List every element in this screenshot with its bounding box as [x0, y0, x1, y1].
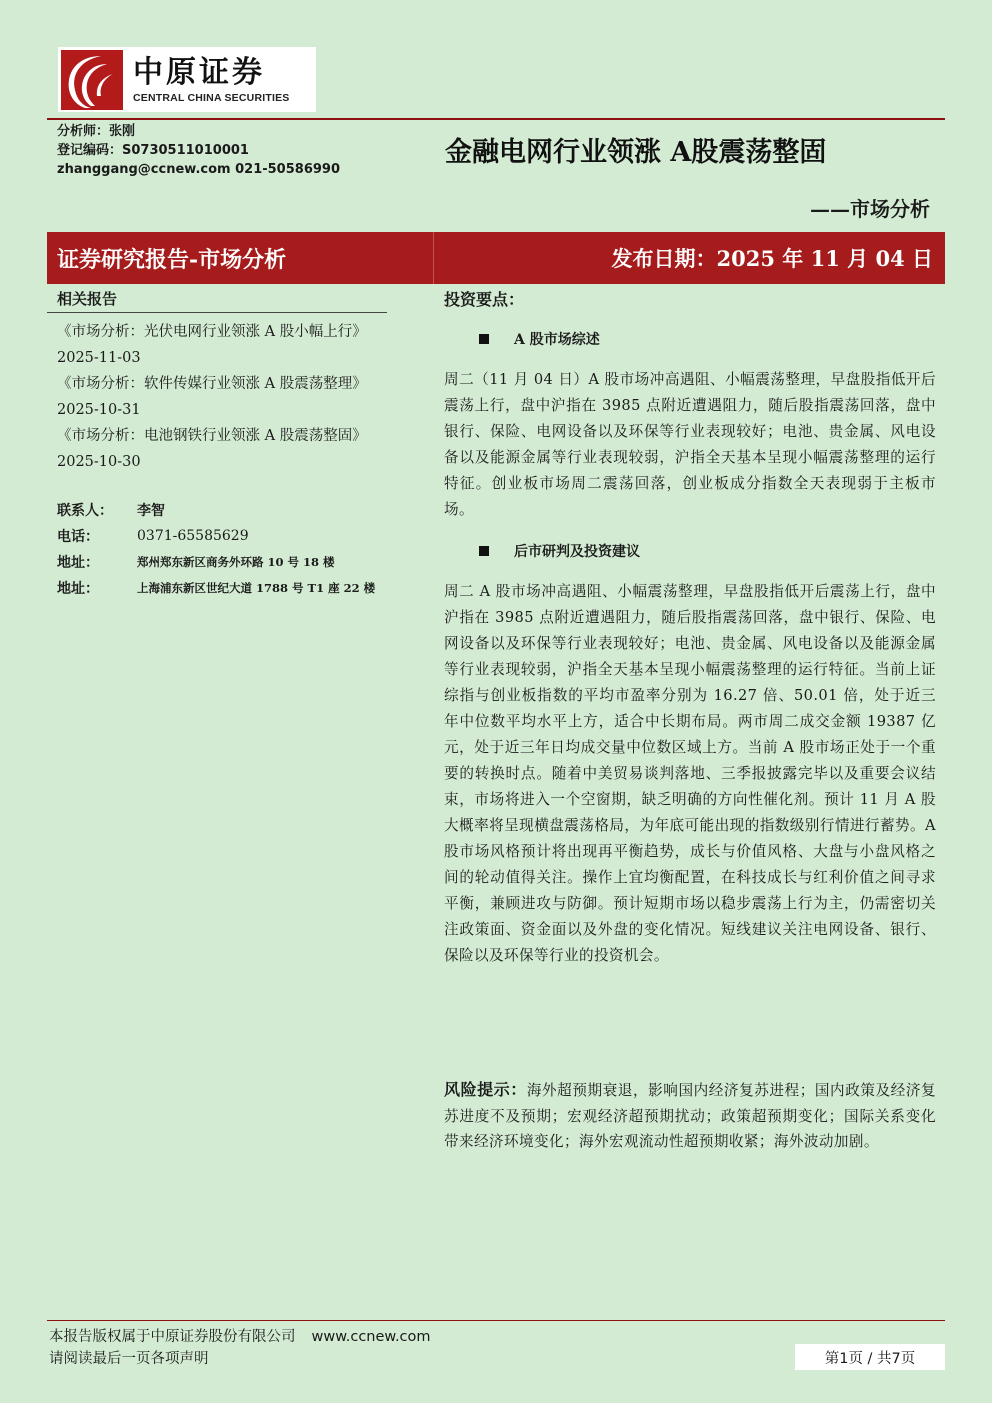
website-link[interactable]: www.ccnew.com	[311, 1329, 431, 1345]
section-heading-market-review	[479, 329, 936, 349]
logo-chinese-name: 中原证券	[133, 54, 265, 90]
address-zhengzhou: 郑州郑东新区商务外环路 10 号 18 楼	[137, 555, 335, 569]
related-reports-heading: 相关报告	[47, 286, 387, 313]
section-title: A 股市场综述	[514, 332, 600, 348]
investment-heading: 投资要点：	[444, 290, 525, 309]
related-reports	[47, 286, 387, 475]
related-report-item[interactable]: 《市场分析：软件传媒行业领涨 A 股震荡整理》 2025-10-31	[57, 376, 367, 418]
outlook-paragraph: 周二 A 股市场冲高遇阻、小幅震荡整理，早盘股指低开后震荡上行，盘中沪指在 3985 点附近遭遇阻力，随后股指震荡回落，盘中银行、保险、电网设备以及环保等行业表现较好；电池、贵金属、风电设备以及能源金属等行业表现较弱，沪指全天基本呈现小幅震荡整理的运行特征。当前上证综指与创业板指数的平均市盈率分别为 16.27 倍、50.01 倍，处于近三年中位数平均水平上方，适合中长期布局。两市周二成交金额 19387 亿元，处于近三年日均成交量中位数区域上方。当前 A 股市场正处于一个重要的转换时点。随着中美贸易谈判落地、三季报披露完毕以及重要会议结束，市场将进入一个空窗期，缺乏明确的方向性催化剂。预计 11 月 A 股大概率将呈现横盘震荡格局，为年底可能出现的指数级别行情进行蓄势。A 股市场风格预计将出现再平衡趋势，成长与价值风格、大盘与小盘风格之间的轮动值得关注。操作上宜均衡配置，在科技成长与红利价值之间寻求平衡，兼顾进攻与防御。预计短期市场以稳步震荡上行为主，仍需密切关注政策面、资金面以及外盘的变化情况。短线建议关注电网设备、银行、保险以及环保等行业的投资机会。	[444, 583, 936, 964]
address-label: 地址：	[57, 581, 99, 597]
footer-divider	[47, 1320, 945, 1321]
related-report-item[interactable]: 《市场分析：光伏电网行业领涨 A 股小幅上行》 2025-11-03	[57, 324, 367, 366]
analyst-registration: 登记编码：S0730511010001	[57, 143, 249, 158]
contact-info	[57, 497, 375, 601]
analyst-name: 分析师：张刚	[57, 124, 136, 139]
related-report-item[interactable]: 《市场分析：电池钢铁行业领涨 A 股震荡整固》 2025-10-30	[57, 428, 367, 470]
report-banner	[47, 232, 945, 284]
disclaimer-notice: 请阅读最后一页各项声明	[49, 1351, 209, 1367]
risk-warning	[444, 1077, 936, 1155]
section-heading-outlook	[479, 541, 936, 561]
company-logo	[58, 47, 316, 112]
analyst-contact: zhanggang@ccnew.com 021-50586990	[57, 162, 340, 177]
address-shanghai: 上海浦东新区世纪大道 1788 号 T1 座 22 楼	[137, 581, 376, 595]
report-subtitle: ——市场分析	[810, 197, 930, 221]
square-bullet-icon	[479, 334, 489, 344]
contact-person: 李智	[137, 503, 165, 519]
page-indicator: 第1页 / 共7页	[795, 1344, 945, 1370]
analyst-info	[57, 122, 340, 179]
section-title: 后市研判及投资建议	[514, 544, 640, 560]
header-divider	[47, 118, 945, 120]
risk-text: 海外超预期衰退，影响国内经济复苏进程；国内政策及经济复苏进度不及预期；宏观经济超预期扰动；政策超预期变化；国际关系变化带来经济环境变化；海外宏观流动性超预期收紧；海外波动加剧。	[444, 1082, 936, 1151]
contact-person-label: 联系人：	[57, 503, 113, 519]
copyright-text: 本报告版权属于中原证券股份有限公司	[49, 1329, 296, 1345]
investment-summary	[444, 286, 936, 969]
address-label: 地址：	[57, 555, 99, 571]
logo-english-name: CENTRAL CHINA SECURITIES	[133, 91, 290, 104]
publish-date: 发布日期：2025 年 11 月 04 日	[611, 246, 933, 271]
market-review-paragraph: 周二（11 月 04 日）A 股市场冲高遇阻、小幅震荡整理，早盘股指低开后震荡上行，盘中沪指在 3985 点附近遭遇阻力，随后股指震荡回落，盘中银行、保险、电网设备以及环保等行业表现较好；电池、贵金属、风电设备以及能源金属等行业表现较弱，沪指全天基本呈现小幅震荡整理的运行特征。创业板市场周二震荡回落，创业板成分指数全天表现弱于主板市场。	[444, 371, 936, 518]
footer-copyright-line	[49, 1325, 431, 1346]
logo-emblem-icon	[61, 50, 123, 110]
phone-label: 电话：	[57, 529, 99, 545]
report-title: 金融电网行业领涨 A股震荡整固	[445, 137, 827, 168]
phone-number: 0371-65585629	[137, 528, 249, 544]
risk-label: 风险提示：	[444, 1080, 527, 1099]
square-bullet-icon	[479, 546, 489, 556]
report-type: 证券研究报告-市场分析	[47, 232, 434, 284]
